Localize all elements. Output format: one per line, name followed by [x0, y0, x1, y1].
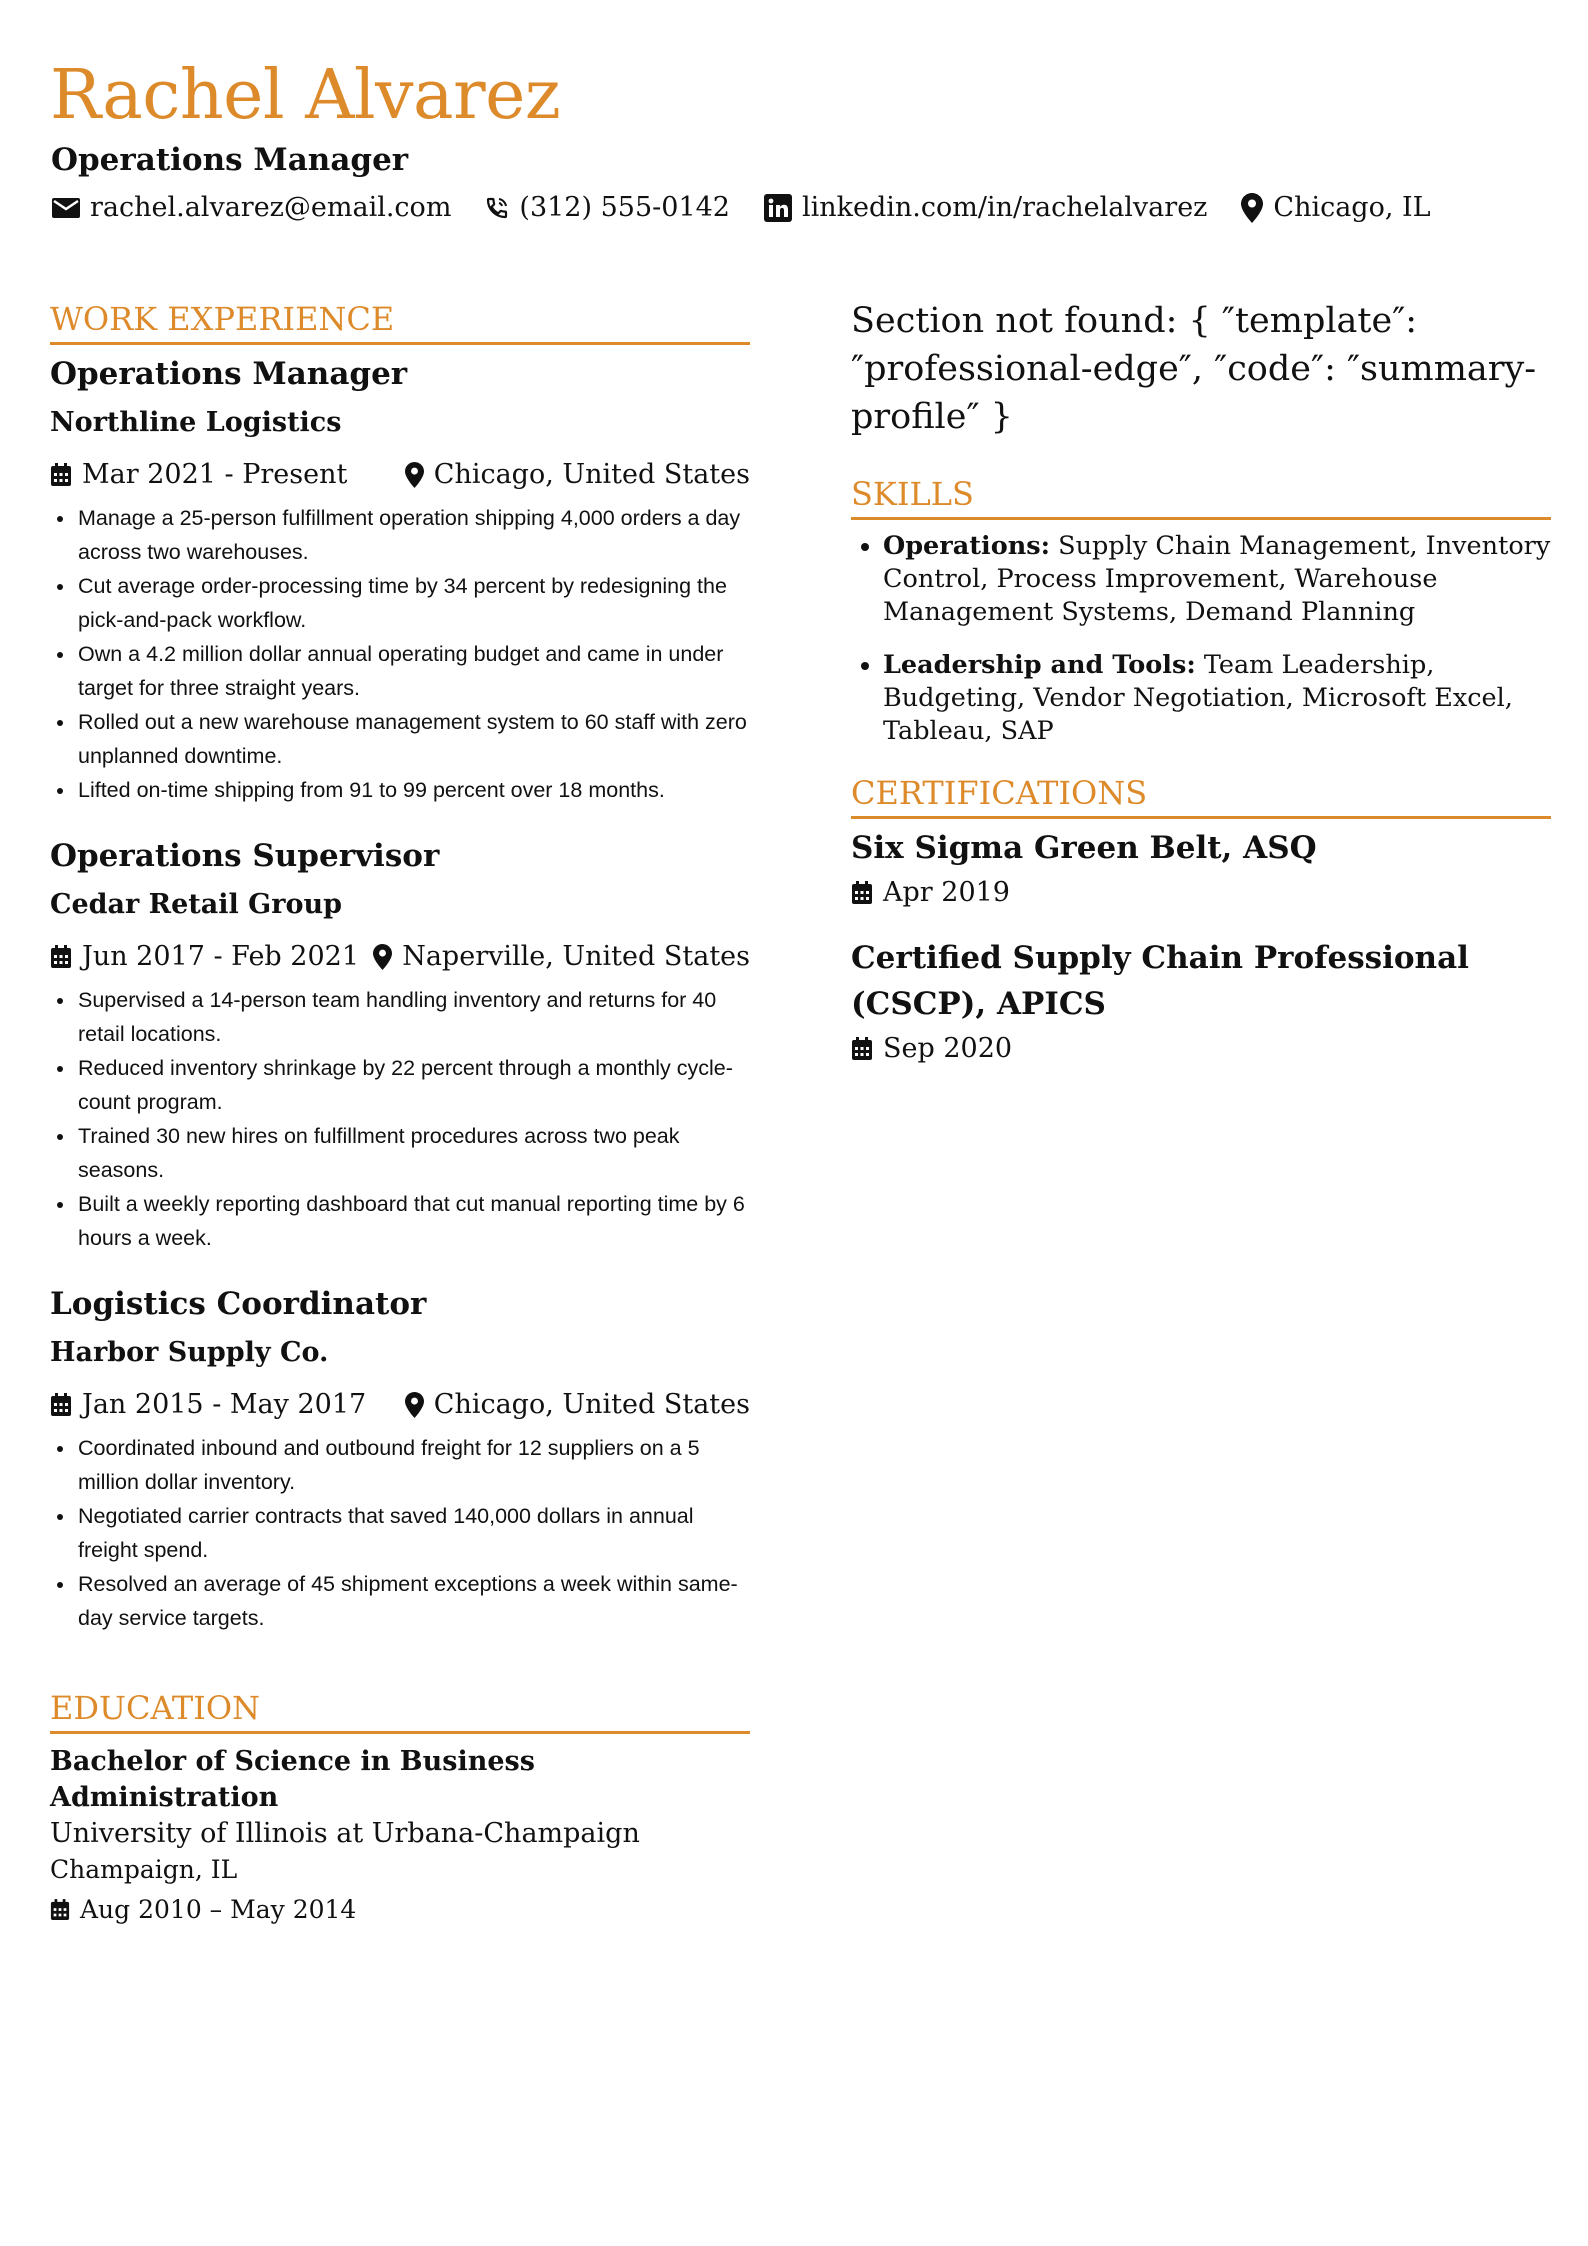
skill-value: Supply Chain Management, Inventory Control, Process Improvement, Warehouse Management Systems, Demand Planning [883, 531, 1551, 627]
education-entry [50, 1744, 750, 1928]
company-name: Harbor Supply Co. [50, 1337, 329, 1368]
phone-text[interactable]: (312) 555-0142 [519, 192, 730, 223]
summary-error-message: Section not found: { ″template″: ″professional-edge″, ″code″: ″summary-profile″ } [851, 301, 1537, 437]
certification-entry [851, 825, 1551, 913]
phone-icon [485, 196, 509, 220]
job-title: Logistics Coordinator [50, 1286, 427, 1322]
envelope-icon [52, 197, 80, 219]
list-item: • Own a 4.2 million dollar annual operating budget and came in under target for three straight years. [76, 637, 750, 705]
list-item: • Cut average order-processing time by 34 percent by redesigning the pick-and-pack workflow. [76, 569, 750, 637]
list-item: • Negotiated carrier contracts that saved 140,000 dollars in annual freight spend. [76, 1499, 750, 1567]
calendar-icon [50, 463, 72, 487]
job-location: Chicago, United States [433, 459, 750, 490]
map-pin-icon [405, 462, 424, 488]
job-meta [50, 1385, 750, 1425]
job-entry [50, 1281, 750, 1635]
map-pin-icon [405, 1392, 424, 1418]
job-entry [50, 833, 750, 1255]
job-title: Operations Manager [50, 356, 408, 392]
contact-email [52, 188, 451, 228]
company-name: Northline Logistics [50, 407, 342, 438]
list-item: • Trained 30 new hires on fulfillment procedures across two peak seasons. [76, 1119, 750, 1187]
list-item: • Built a weekly reporting dashboard that cut manual reporting time by 6 hours a week. [76, 1187, 750, 1255]
certification-date: Apr 2019 [883, 877, 1010, 908]
map-pin-icon [373, 944, 392, 970]
degree: Bachelor of Science in Business Administration [50, 1746, 535, 1813]
certification-name: Certified Supply Chain Professional (CSCP), APICS [851, 940, 1469, 1022]
job-bullets [50, 1431, 750, 1635]
email-text[interactable]: rachel.alvarez@email.com [90, 192, 452, 223]
job-meta [50, 937, 750, 977]
linkedin-icon [764, 194, 792, 222]
job-entry [50, 351, 750, 807]
education-heading: EDUCATION [50, 1685, 750, 1734]
headline: Operations Manager [51, 142, 409, 178]
certification-date-row [851, 873, 1551, 913]
linkedin-text[interactable]: linkedin.com/in/rachelalvarez [801, 192, 1208, 223]
skill-label: Operations: [883, 531, 1051, 561]
location-text: Chicago, IL [1273, 192, 1431, 223]
jobs-list [50, 351, 750, 1635]
job-location: Naperville, United States [402, 941, 750, 972]
skills-list [851, 530, 1551, 748]
list-item: • Lifted on-time shipping from 91 to 99 percent over 18 months. [76, 773, 750, 807]
contact-phone [485, 188, 730, 228]
calendar-icon [50, 945, 72, 969]
map-pin-icon [1241, 193, 1263, 223]
skill-value: Team Leadership, Budgeting, Vendor Negotiation, Microsoft Excel, Tableau, SAP [883, 650, 1513, 746]
list-item: • Coordinated inbound and outbound freight for 12 suppliers on a 5 million dollar inventory. [76, 1431, 750, 1499]
skill-item [883, 530, 1551, 629]
job-title: Operations Supervisor [50, 838, 440, 874]
contact-linkedin [764, 188, 1207, 228]
list-item: • Reduced inventory shrinkage by 22 percent through a monthly cycle-count program. [76, 1051, 750, 1119]
certifications-heading: CERTIFICATIONS [851, 770, 1551, 819]
certification-date: Sep 2020 [883, 1033, 1013, 1064]
certification-date-row [851, 1029, 1551, 1069]
job-dates: Jan 2015 - May 2017 [82, 1389, 367, 1420]
job-bullets [50, 501, 750, 807]
certification-entry [851, 935, 1551, 1069]
list-item: • Resolved an average of 45 shipment exceptions a week within same-day service targets. [76, 1567, 750, 1635]
calendar-icon [50, 1393, 72, 1417]
list-item: • Manage a 25-person fulfillment operation shipping 4,000 orders a day across two warehouses. [76, 501, 750, 569]
job-location: Chicago, United States [433, 1389, 750, 1420]
skills-heading: SKILLS [851, 471, 1551, 520]
school-location: Champaign, IL [50, 1855, 238, 1884]
candidate-name: Rachel Alvarez [50, 56, 561, 135]
calendar-icon [851, 881, 873, 905]
education-dates-row [50, 1892, 750, 1928]
education-dates: Aug 2010 – May 2014 [80, 1895, 357, 1924]
calendar-icon [851, 1037, 873, 1061]
contact-location [1241, 188, 1430, 228]
work-experience-heading: WORK EXPERIENCE [50, 296, 750, 345]
skill-label: Leadership and Tools: [883, 650, 1196, 680]
company-name: Cedar Retail Group [50, 889, 342, 920]
calendar-icon [50, 1899, 70, 1921]
job-bullets [50, 983, 750, 1255]
skill-item [883, 649, 1551, 748]
job-dates: Mar 2021 - Present [82, 459, 348, 490]
left-column [50, 296, 750, 1928]
right-column [851, 296, 1551, 1069]
certification-name: Six Sigma Green Belt, ASQ [851, 830, 1317, 866]
school: University of Illinois at Urbana-Champaign [50, 1818, 640, 1849]
job-meta [50, 455, 750, 495]
job-dates: Jun 2017 - Feb 2021 [82, 941, 360, 972]
contact-bar [52, 188, 1465, 228]
list-item: • Supervised a 14-person team handling inventory and returns for 40 retail locations. [76, 983, 750, 1051]
list-item: • Rolled out a new warehouse management system to 60 staff with zero unplanned downtime. [76, 705, 750, 773]
